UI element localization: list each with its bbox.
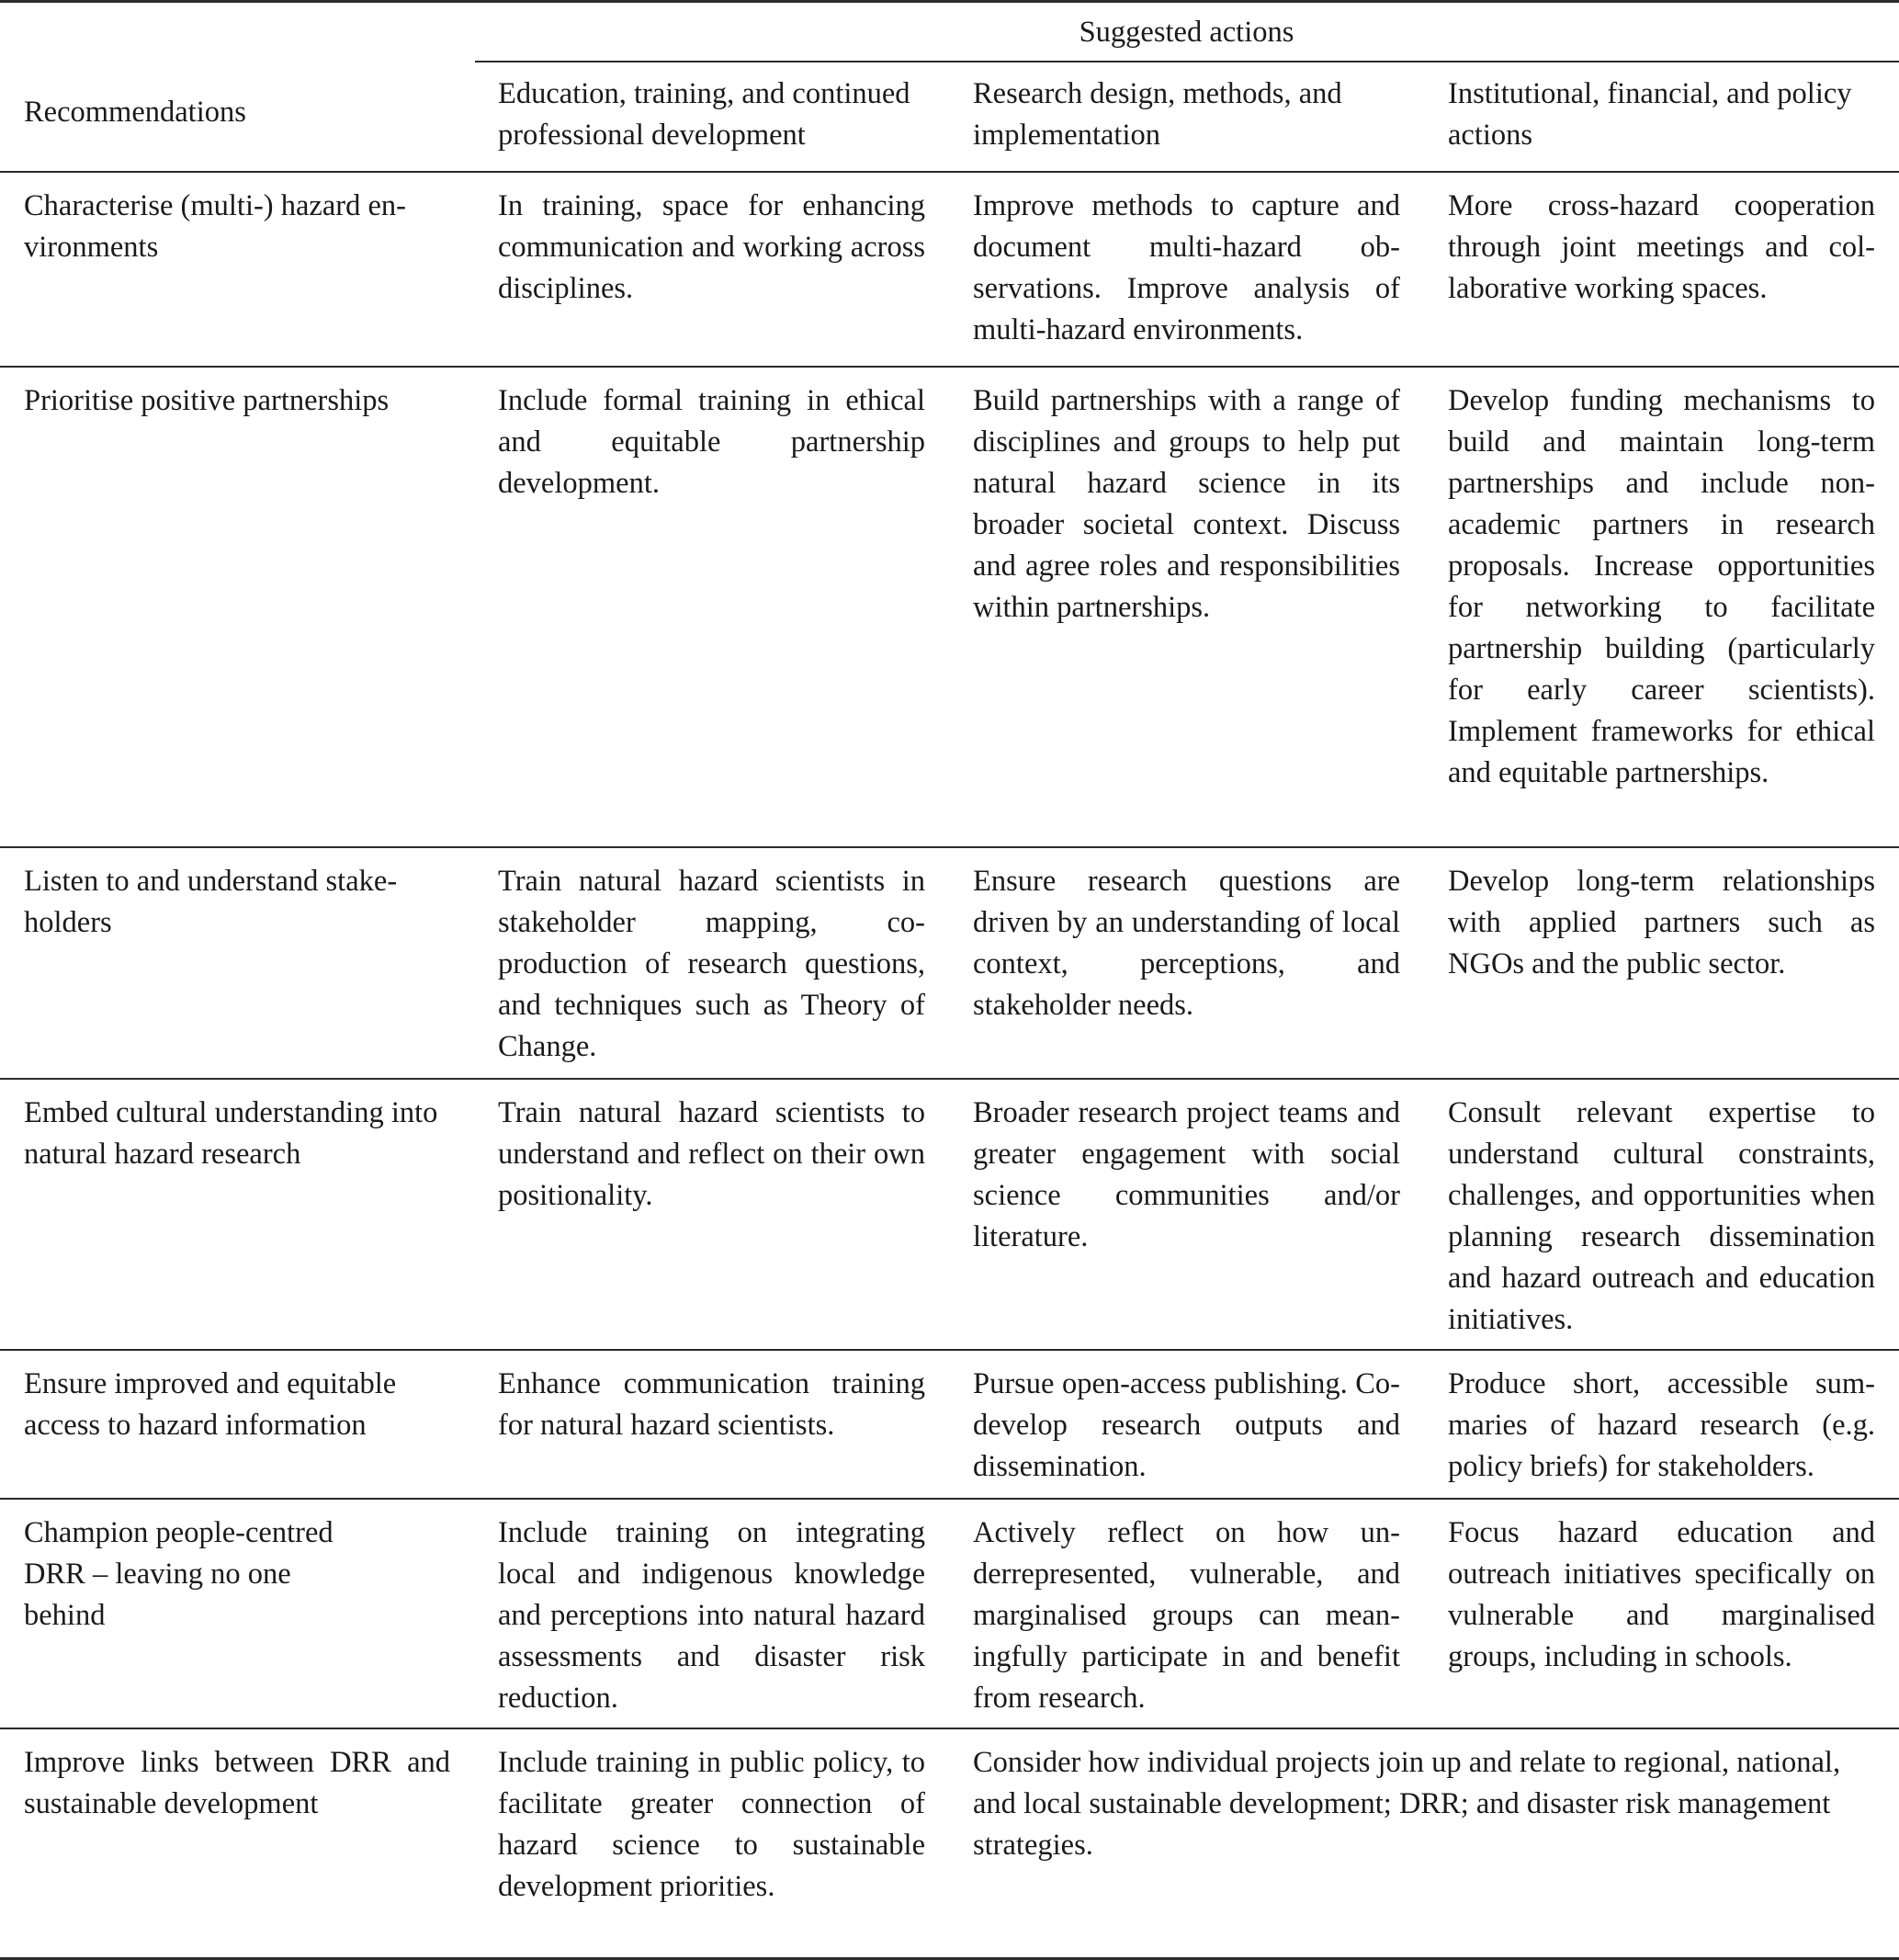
table-header-row <box>0 62 1899 173</box>
recommendation-line: DRR – leaving no one <box>24 1558 291 1591</box>
column-header-education: Education, training, and continued professional development <box>498 77 910 152</box>
research-cell: Pursue open-access publishing. Co-develop research outputs and dissemination. <box>973 1367 1400 1483</box>
education-cell: Include training on integrating local and indigenous knowledge and perceptions into natural hazard assessments and disaster risk reduction. <box>498 1516 925 1715</box>
institutional-cell: Develop funding mechanisms to build and maintain long-term partnerships and include non-academic partners in research proposals. Increase opportunities for networking to facilitate partnership building (particularly for early career scientists). Implement frameworks for ethical and equitable partnerships. <box>1448 384 1875 789</box>
recommendation-line: behind <box>24 1599 106 1632</box>
research-and-institutional-cell: Consider how individual projects join up and relate to regional, national, and local sustainable development; DRR; and disaster risk management strategies. <box>973 1746 1841 1862</box>
institutional-cell: More cross-hazard cooperation through joint meetings and collaborative working spaces. <box>1448 189 1875 305</box>
table-row <box>0 173 1899 368</box>
research-cell: Broader research project teams and greater engagement with social science communities and/or literature. <box>973 1096 1400 1253</box>
recommendation-cell <box>0 1500 474 1732</box>
research-cell: Build partnerships with a range of disciplines and groups to help put natural hazard science in its broader societal context. Discuss and agree roles and responsibilities within partnerships. <box>973 384 1400 624</box>
table-super-header-row <box>0 3 1899 62</box>
table-row <box>0 848 1899 1080</box>
research-cell: Improve methods to capture and document multi-hazard observations. Improve analysis of multi-hazard environments. <box>973 189 1400 346</box>
education-cell: Train natural hazard scientists in stakeholder mapping, co-production of research questions, and techniques such as Theory of Change. <box>498 865 925 1063</box>
recommendation-cell: Embed cultural understanding into natural hazard research <box>24 1096 438 1171</box>
research-cell: Ensure research questions are driven by an understanding of local context, perceptions, and stakeholder needs. <box>973 865 1400 1022</box>
column-header-recommendations: Recommendations <box>24 96 246 129</box>
table-row <box>0 1351 1899 1500</box>
table-row <box>0 1500 1899 1729</box>
recommendation-cell: Characterise (multi-) hazard environments <box>24 189 406 264</box>
education-cell: In training, space for enhancing communication and working across disciplines. <box>498 189 925 305</box>
education-cell: Train natural hazard scientists to understand and reflect on their own positionality. <box>498 1096 925 1212</box>
education-cell: Include formal training in ethical and equitable partnership development. <box>498 384 925 500</box>
table-row <box>0 368 1899 848</box>
institutional-cell: Focus hazard education and outreach initiatives specifically on vulnerable and marginalised groups, including in schools. <box>1448 1516 1875 1673</box>
institutional-cell: Develop long-term relationships with applied partners such as NGOs and the public sector. <box>1448 865 1875 980</box>
table-row <box>0 1729 1899 1960</box>
recommendation-cell: Prioritise positive partnerships <box>24 384 390 417</box>
institutional-cell: Produce short, accessible summaries of hazard research (e.g. policy briefs) for stakeholders. <box>1448 1367 1875 1483</box>
table-row <box>0 1080 1899 1351</box>
education-cell: Enhance communication training for natural hazard scientists. <box>498 1367 925 1442</box>
research-cell: Actively reflect on how underrepresented, vulnerable, and marginalised groups can meaningfully participate in and benefit from research. <box>973 1516 1400 1715</box>
recommendation-cell: Improve links between DRR and sustainable development <box>24 1746 450 1820</box>
column-header-research: Research design, methods, and implementation <box>973 77 1342 152</box>
institutional-cell: Consult relevant expertise to understand cultural constraints, challenges, and opportunities when planning research dissemination and hazard outreach and education initiatives. <box>1448 1096 1875 1336</box>
super-header-rule <box>475 61 1899 62</box>
recommendation-line: Champion people-centred <box>24 1516 333 1549</box>
recommendation-cell: Listen to and understand stakeholders <box>24 865 398 939</box>
recommendation-cell: Ensure improved and equitable access to hazard information <box>24 1367 397 1442</box>
suggested-actions-header: Suggested actions <box>1079 16 1294 49</box>
education-cell: Include training in public policy, to facilitate greater connection of hazard science to sustainable development priorities. <box>498 1746 925 1903</box>
column-header-institutional: Institutional, financial, and policy actions <box>1448 77 1852 152</box>
